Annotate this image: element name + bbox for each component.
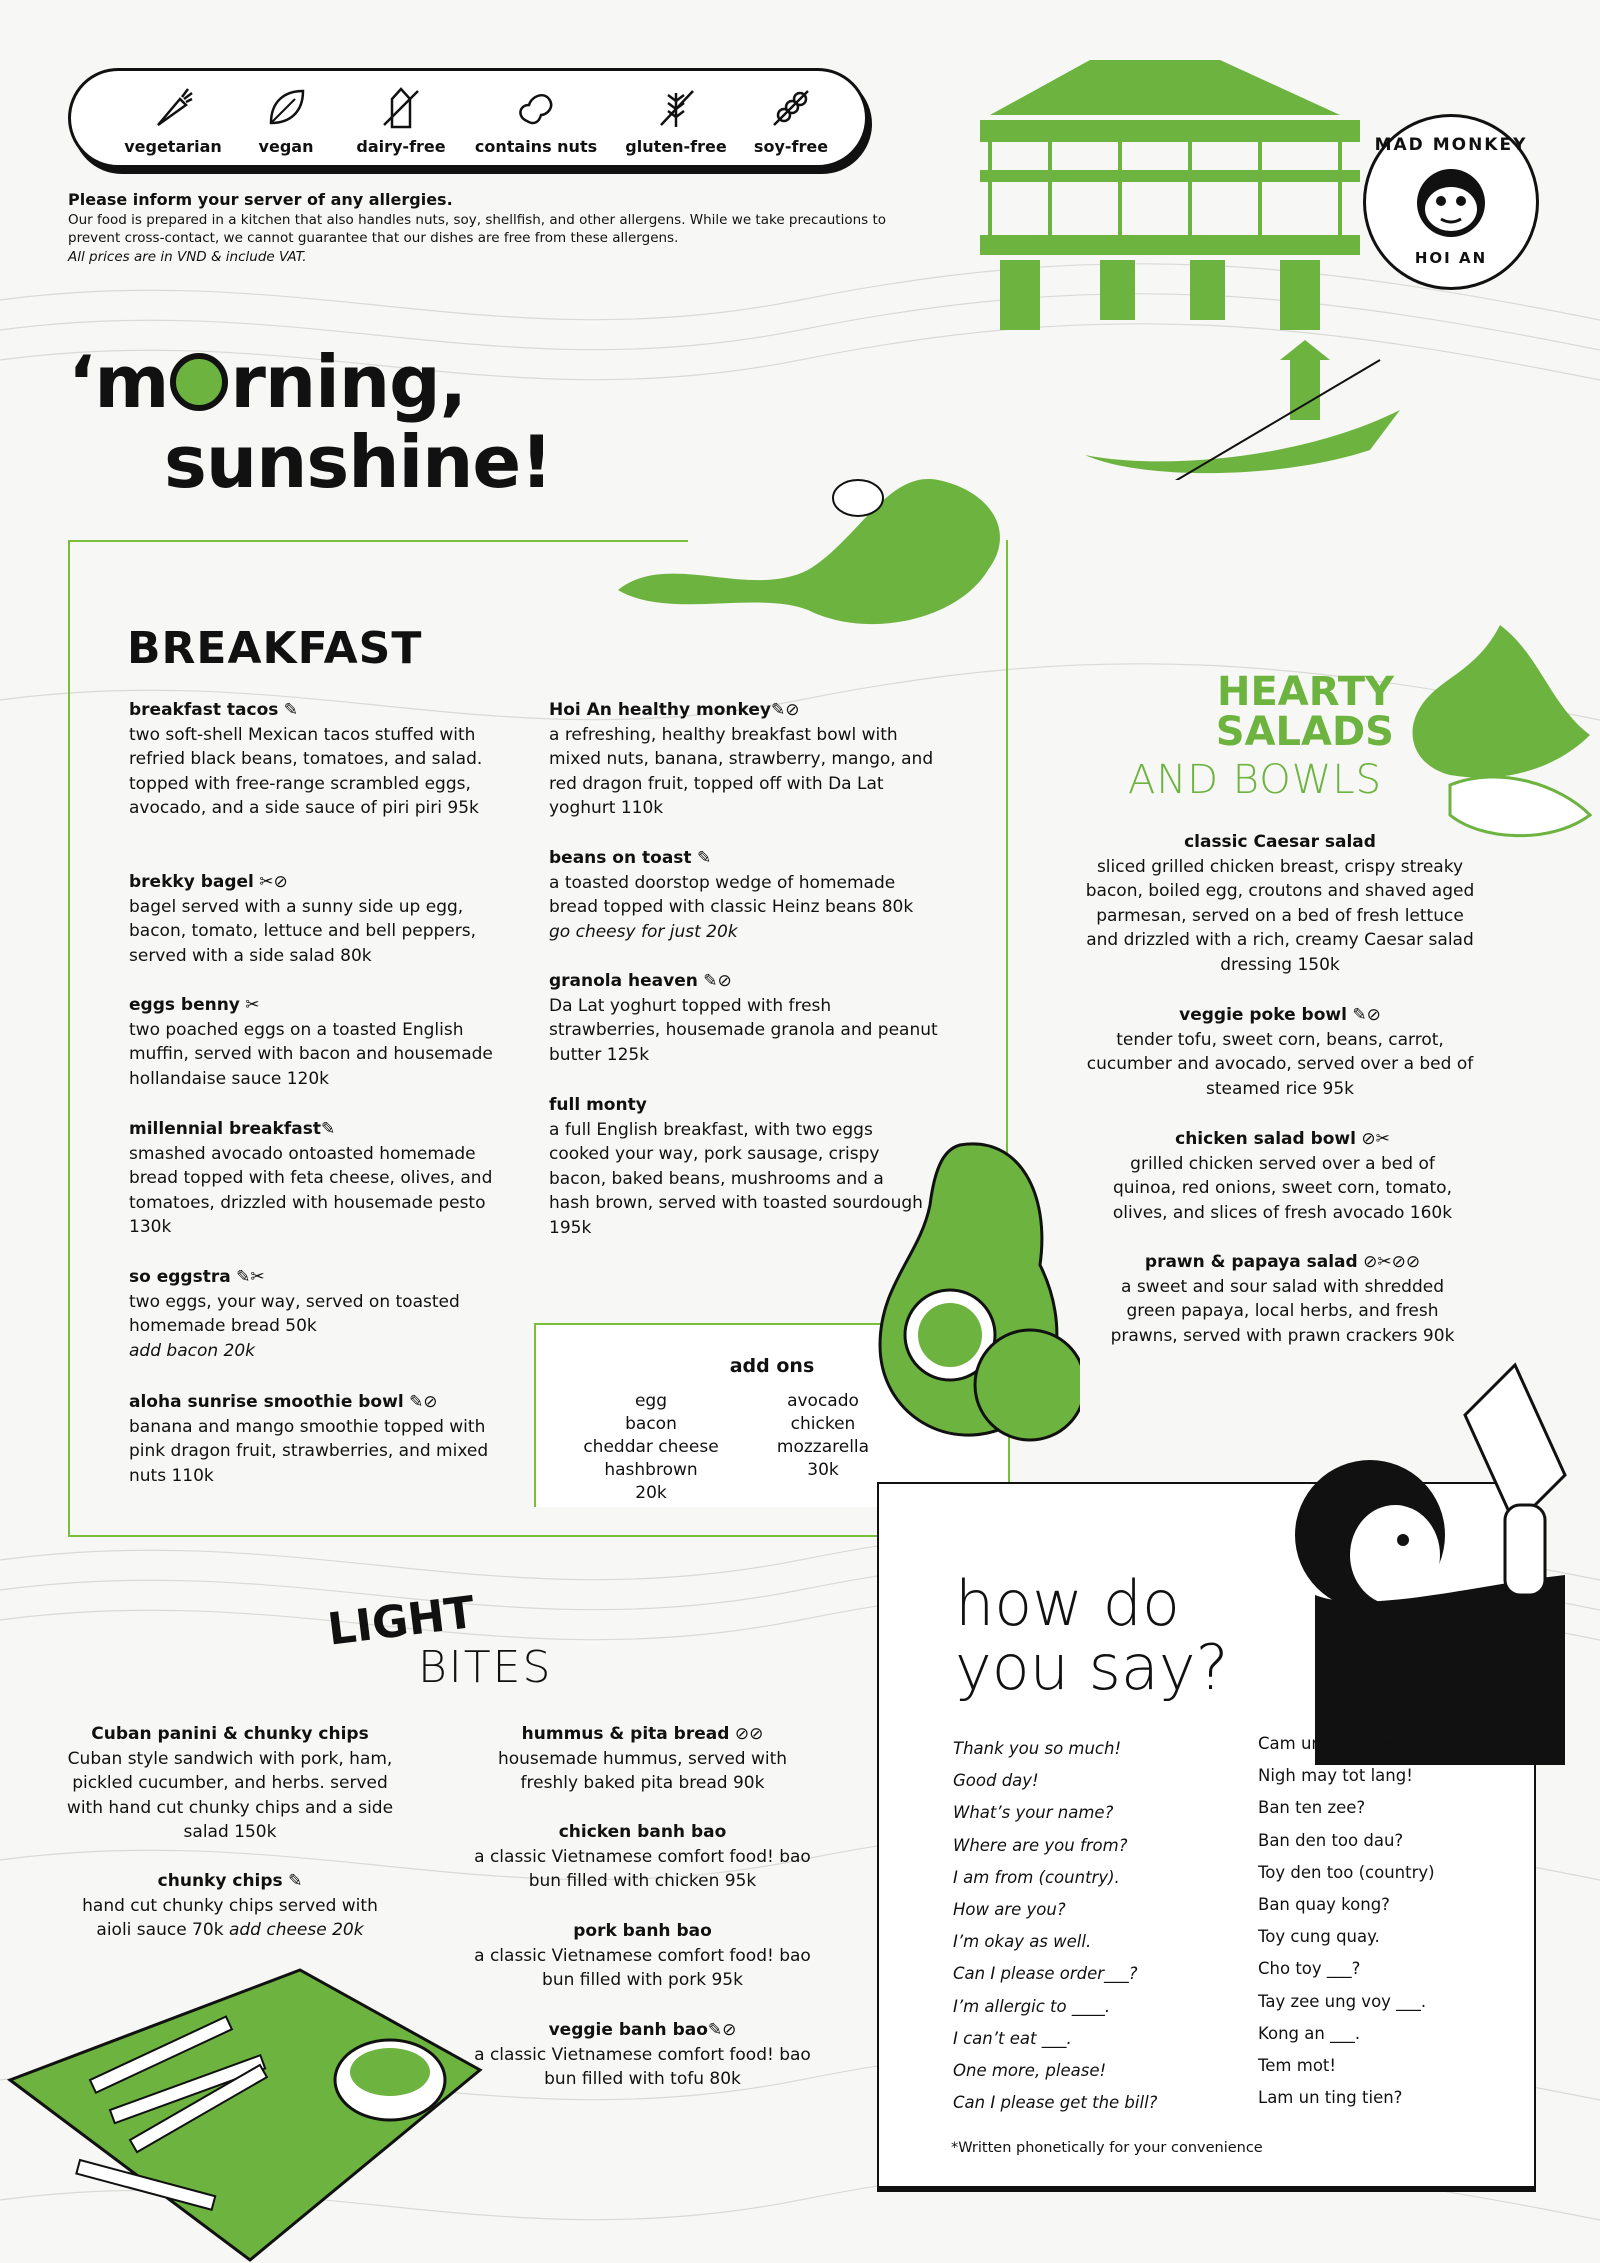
menu-item: [549, 846, 944, 944]
reading-monkey-illustration: [1275, 1355, 1575, 1775]
menu-item: [65, 1869, 395, 1943]
phrase-vi: Kong an ___.: [1258, 2023, 1361, 2043]
item-description: smashed avocado ontoasted homemade bread topped with feta cheese, olives, and tomatoes, drizzled with housemade pesto 130k: [129, 1143, 493, 1237]
addons-col-1: [566, 1390, 736, 1505]
phrase-en: I am from (country).: [953, 1867, 1120, 1887]
phrases-title: [955, 1567, 1229, 1704]
wheat-icon: [653, 85, 699, 131]
addon: chicken: [790, 1414, 856, 1434]
legend-gluten-free: [611, 85, 741, 156]
item-name: brekky bagel: [129, 872, 254, 892]
egg-o-icon: [170, 353, 228, 411]
breakfast-title: BREAKFAST: [127, 623, 423, 674]
item-description: sliced grilled chicken breast, crispy streaky bacon, boiled egg, croutons and shaved aged parmesan, served on a bed of fresh lettuce and drizzled with a rich, creamy Caesar salad dressing 150k: [1085, 856, 1475, 975]
diet-tags: ✎⊘: [770, 700, 800, 720]
legend-vegan: [226, 85, 346, 156]
menu-item: [1100, 1127, 1465, 1225]
phrase-vi: Ban ten zee?: [1258, 1798, 1366, 1818]
phrase-en: I’m allergic to ____.: [953, 1996, 1111, 2016]
legend-soy-free: [731, 85, 851, 156]
addon-price: 20k: [635, 1483, 667, 1503]
legend-contains-nuts: [466, 85, 606, 156]
phrase-vi: Ban quay kong?: [1258, 1895, 1390, 1915]
item-name: classic Caesar salad: [1184, 832, 1376, 852]
legend-dairy-free: [341, 85, 461, 156]
legend-label: gluten-free: [625, 137, 727, 156]
item-name: so eggstra: [129, 1267, 231, 1287]
diet-tags: ✎: [696, 848, 712, 868]
item-extra: add cheese 20k: [228, 1920, 364, 1940]
item-name: chunky chips: [157, 1871, 283, 1891]
salads-title: [1114, 669, 1394, 755]
item-description: a sweet and sour salad with shredded green papaya, local herbs, and fresh prawns, served with prawn crackers 90k: [1110, 1276, 1455, 1346]
light-title: LIGHT: [325, 1587, 478, 1656]
item-description: banana and mango smoothie topped with pink dragon fruit, strawberries, and mixed nuts 110k: [129, 1416, 489, 1486]
menu-item: [65, 1722, 395, 1845]
item-description: two eggs, your way, served on toasted homemade bread 50k: [129, 1291, 460, 1336]
milk-carton-icon: [378, 85, 424, 131]
phrase-vi: Ban den too dau?: [1258, 1830, 1404, 1850]
phrase-vi: Tay zee ung voy ___.: [1258, 1991, 1427, 2011]
menu-item: [470, 1820, 815, 1894]
menu-item: [1100, 1250, 1465, 1348]
phrase-en: What’s your name?: [953, 1803, 1114, 1823]
boat-rower-illustration: [1080, 320, 1420, 480]
item-name: hummus & pita bread: [521, 1724, 730, 1744]
addons-title: add ons: [729, 1355, 815, 1377]
legend-label: vegetarian: [124, 137, 222, 156]
soybean-icon: [768, 85, 814, 131]
item-description: a classic Vietnamese comfort food! bao bun filled with chicken 95k: [474, 1846, 811, 1891]
divider: [68, 540, 688, 542]
addon-price: 30k: [807, 1460, 839, 1480]
avocado-illustration: [870, 1135, 1080, 1475]
phrase-en: I can’t eat ___.: [953, 2028, 1072, 2048]
diet-tags: ✎⊘: [703, 971, 732, 991]
mad-monkey-logo: [1363, 114, 1539, 290]
item-name: chicken salad bowl: [1175, 1129, 1356, 1149]
addon: cheddar cheese: [583, 1437, 719, 1457]
diet-tags: ✂⊘: [259, 872, 288, 892]
phrase-en: I’m okay as well.: [953, 1932, 1092, 1952]
menu-item: [1085, 1003, 1475, 1101]
phrase-vi: Cho toy ___?: [1258, 1959, 1361, 1979]
item-description: a classic Vietnamese comfort food! bao bun filled with tofu 80k: [474, 2044, 811, 2089]
legend-label: contains nuts: [474, 137, 598, 156]
phrase-vi: Cam un zat new!: [1258, 1734, 1399, 1753]
item-description: a refreshing, healthy breakfast bowl with mixed nuts, banana, strawberry, mango, and red dragon fruit, topped off with Da Lat yoghurt 110k: [549, 724, 934, 818]
item-name: pork banh bao: [573, 1921, 712, 1941]
carrot-icon: [150, 85, 196, 131]
page-headline: [68, 342, 552, 502]
phrases-title-line: you say?: [955, 1631, 1229, 1704]
salads-subtitle: AND BOWLS: [1128, 757, 1382, 803]
headline-part: sunshine!: [164, 420, 553, 504]
peanut-icon: [513, 85, 559, 131]
item-description: Cuban style sandwich with pork, ham, pickled cucumber, and herbs. served with hand cut chunky chips and a side salad 150k: [66, 1748, 394, 1842]
item-name: granola heaven: [549, 971, 698, 991]
menu-item: [129, 698, 509, 821]
menu-item: [470, 1919, 815, 1993]
item-extra: go cheesy for just 20k: [549, 921, 738, 942]
allergy-heading: Please inform your server of any allergies.: [68, 190, 453, 209]
item-description: hand cut chunky chips served with aioli sauce 70k: [82, 1895, 378, 1940]
monkey-face-icon: [1411, 163, 1491, 243]
item-description: bagel served with a sunny side up egg, bacon, tomato, lettuce and bell peppers, served with a side salad 80k: [129, 896, 476, 966]
item-name: prawn & papaya salad: [1144, 1252, 1358, 1272]
headline-part: rning,: [230, 340, 466, 424]
menu-item: [129, 1390, 509, 1488]
addon: bacon: [625, 1414, 677, 1434]
menu-item: [129, 1117, 509, 1240]
brand-name: MAD MONKEY: [1374, 135, 1528, 155]
phrases-footnote: *Written phonetically for your convenience: [951, 2140, 1263, 2156]
addon: mozzarella: [776, 1437, 870, 1457]
phrase-en: Thank you so much!: [953, 1739, 1122, 1758]
allergy-notice: Our food is prepared in a kitchen that also handles nuts, soy, shellfish, and other allergens. While we take precautions to prevent cross-contact, we cannot guarantee that our dishes are free from these allergens.: [68, 212, 887, 246]
legend-label: vegan: [258, 137, 314, 156]
item-description: a full English breakfast, with two eggs cooked your way, pork sausage, crispy bacon, baked beans, mushrooms and a hash brown, served with toasted sourdough 195k: [549, 1119, 923, 1238]
chips-tray-illustration: [0, 1960, 490, 2263]
phrases-title-line: how do: [955, 1567, 1180, 1640]
item-description: tender tofu, sweet corn, beans, carrot, cucumber and avocado, served over a bed of steamed rice 95k: [1086, 1029, 1474, 1099]
diet-tags: ⊘✂⊘⊘: [1363, 1252, 1421, 1272]
diet-tags: ✎⊘: [1352, 1005, 1381, 1025]
diet-tags: ✎⊘: [409, 1392, 438, 1412]
menu-item: [470, 1722, 815, 1796]
item-name: chicken banh bao: [558, 1822, 727, 1842]
phrase-en: Where are you from?: [953, 1835, 1128, 1855]
diet-tags: ⊘✂: [1361, 1129, 1390, 1149]
phrase-vi: Tem mot!: [1258, 2056, 1336, 2076]
allergen-legend: [68, 68, 868, 168]
item-name: Hoi An healthy monkey: [549, 700, 771, 720]
item-description: a toasted doorstop wedge of homemade bread topped with classic Heinz beans 80k: [549, 872, 914, 917]
diet-tags: ✎: [283, 700, 299, 720]
phrase-vi: Toy den too (country): [1258, 1862, 1435, 1882]
phrase-en: How are you?: [953, 1900, 1066, 1920]
phrase-vi: Nigh may tot lang!: [1258, 1766, 1413, 1786]
headline-part: ‘m: [68, 340, 169, 424]
diet-tags: ✂: [245, 995, 260, 1015]
menu-item: [470, 2018, 815, 2092]
item-description: grilled chicken served over a bed of quinoa, red onions, sweet corn, tomato, olives, and slices of fresh avocado 160k: [1112, 1153, 1453, 1223]
menu-item: [1080, 830, 1480, 977]
diet-tags: ✎✂: [236, 1267, 265, 1287]
item-name: eggs benny: [129, 995, 240, 1015]
item-description: Da Lat yoghurt topped with fresh strawberries, housemade granola and peanut butter 125k: [549, 995, 938, 1065]
item-name: Cuban panini & chunky chips: [91, 1724, 369, 1744]
item-name: millennial breakfast: [129, 1119, 321, 1139]
phrases-vietnamese: [1258, 1728, 1435, 2114]
phrase-en: Can I please get the bill?: [953, 2093, 1158, 2113]
item-description: housemade hummus, served with freshly baked pita bread 90k: [497, 1748, 788, 1793]
phrase-en: Can I please order___?: [953, 1964, 1138, 1984]
diet-tags: ✎: [320, 1119, 336, 1139]
menu-item: [129, 993, 509, 1091]
phrases-english: [953, 1733, 1157, 2119]
diet-tags: ✎⊘: [707, 2020, 737, 2040]
item-description: two soft-shell Mexican tacos stuffed with refried black beans, tomatoes, and salad. topped with free-range scrambled eggs, avocado, and a side sauce of piri piri 95k: [129, 724, 483, 818]
light-subtitle: BITES: [418, 1642, 553, 1693]
item-extra: add bacon 20k: [129, 1340, 256, 1361]
menu-item: [549, 969, 944, 1067]
leaf-icon: [263, 85, 309, 131]
phrase-vi: Lam un ting tien?: [1258, 2088, 1403, 2108]
menu-item: [549, 698, 944, 821]
phrase-vi: Toy cung quay.: [1258, 1927, 1380, 1947]
salads-title-line: HEARTY: [1216, 669, 1394, 715]
item-name: full monty: [549, 1095, 647, 1115]
brand-location: HOI AN: [1414, 249, 1488, 267]
item-name: breakfast tacos: [129, 700, 279, 720]
phrase-en: One more, please!: [953, 2061, 1107, 2081]
item-name: veggie banh bao: [548, 2020, 708, 2040]
legend-label: soy-free: [753, 137, 829, 156]
legend-vegetarian: [113, 85, 233, 156]
addon: egg: [634, 1391, 668, 1411]
menu-item: [129, 870, 509, 968]
menu-item: [549, 1093, 924, 1240]
item-name: aloha sunrise smoothie bowl: [129, 1392, 404, 1412]
diet-tags: ✎: [288, 1871, 303, 1891]
item-name: veggie poke bowl: [1179, 1005, 1347, 1025]
salads-title-line: SALADS: [1215, 709, 1394, 755]
divider: [877, 2186, 1536, 2192]
menu-item: [129, 1265, 509, 1363]
item-description: a classic Vietnamese comfort food! bao bun filled with pork 95k: [474, 1945, 811, 1990]
addon: avocado: [787, 1391, 859, 1411]
addon: hashbrown: [604, 1460, 698, 1480]
legend-label: dairy-free: [356, 137, 446, 156]
phrase-en: Good day!: [953, 1771, 1039, 1791]
price-note: All prices are in VND & include VAT.: [68, 249, 307, 265]
item-name: beans on toast: [549, 848, 692, 868]
leaf-illustration: [1390, 615, 1600, 845]
japanese-bridge-illustration: [920, 20, 1420, 330]
diet-tags: ⊘⊘: [734, 1724, 764, 1744]
item-description: two poached eggs on a toasted English muffin, served with bacon and housemade hollandaise sauce 120k: [129, 1019, 493, 1089]
